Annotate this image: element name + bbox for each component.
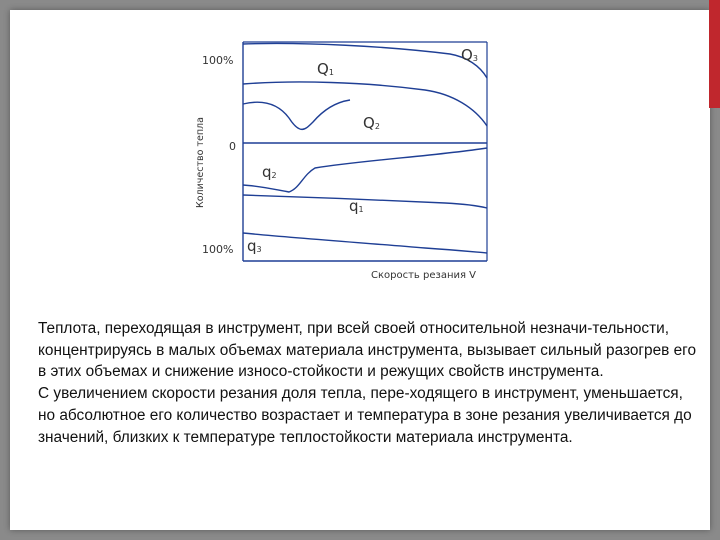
diagram-svg xyxy=(185,30,505,290)
label-q1-lower: q1 xyxy=(349,197,364,215)
x-axis-label: Скорость резания V xyxy=(371,270,477,281)
top-value-label: 100% xyxy=(202,54,234,67)
label-q3-upper: Q3 xyxy=(461,46,478,64)
accent-bar xyxy=(709,0,720,108)
heat-distribution-diagram xyxy=(185,30,505,290)
caption-paragraph-1: Теплота, переходящая в инструмент, при всей своей относительной незначи-тельности, концентрируясь в малых объемах материала инструмента, вызывает сильный разогрев его в этих объемах и снижение износо-стойкости и режущих свойств инструмента. xyxy=(38,320,697,381)
caption-text xyxy=(38,318,698,448)
curve-q2-upper xyxy=(243,100,350,129)
zero-value-label: 0 xyxy=(229,140,236,153)
curve-q2-lower xyxy=(243,148,487,192)
label-q1-upper: Q1 xyxy=(317,60,334,78)
bottom-value-label: 100% xyxy=(202,243,234,256)
y-axis-label: Количество тепла xyxy=(195,117,206,208)
curve-q3-upper xyxy=(243,43,487,78)
caption-paragraph-2: С увеличением скорости резания доля тепла, пере-ходящего в инструмент, уменьшается, но абсолютное его количество возрастает и температура в зоне резания увеличивается до значений, близких к температуре теплостойкости материала инструмента. xyxy=(38,385,692,446)
label-q3-lower: q3 xyxy=(247,237,262,255)
label-q2-upper: Q2 xyxy=(363,114,380,132)
curve-q3-lower xyxy=(243,233,487,253)
label-q2-lower: q2 xyxy=(262,163,277,181)
curve-q1-lower xyxy=(243,195,487,208)
